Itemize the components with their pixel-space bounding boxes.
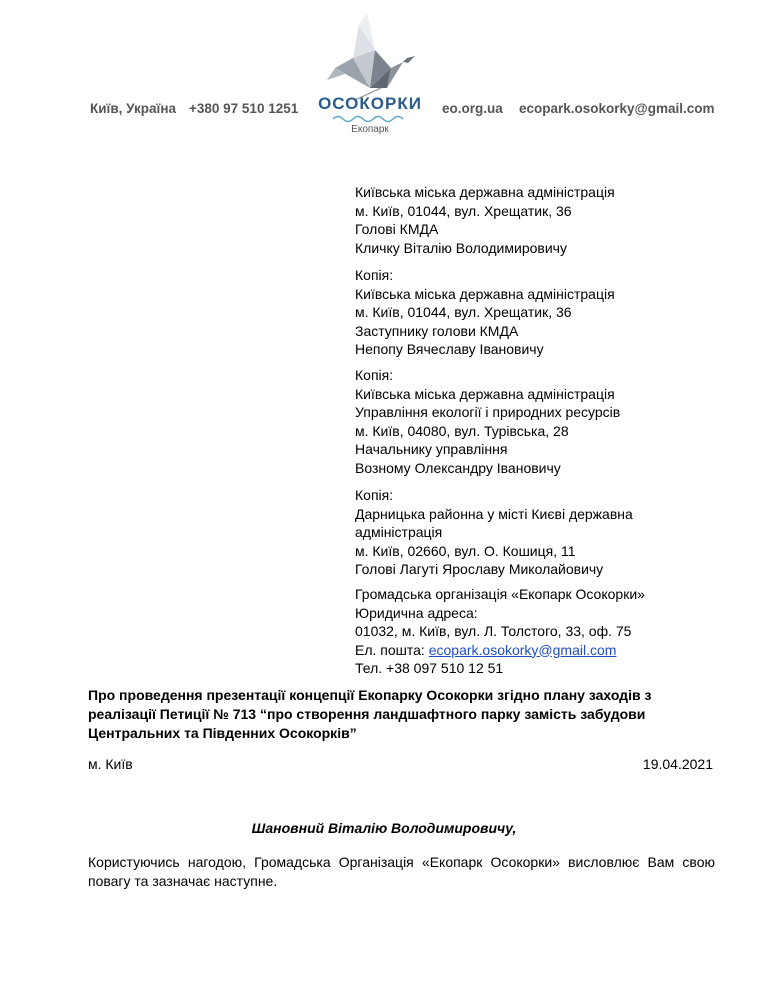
address-line: Управління екології і природних ресурсів bbox=[355, 404, 621, 420]
letter-date: 19.04.2021 bbox=[642, 756, 713, 772]
header-email[interactable]: ecopark.osokorky@gmail.com bbox=[519, 101, 715, 116]
header-phone: +380 97 510 1251 bbox=[189, 101, 299, 116]
logo-subtitle: Екопарк bbox=[351, 124, 389, 135]
recipient-block-3 bbox=[355, 366, 620, 477]
address-line: Копія: bbox=[355, 367, 394, 383]
sender-email-link[interactable]: ecopark.osokorky@gmail.com bbox=[428, 641, 617, 658]
osokorky-logo bbox=[315, 10, 425, 135]
wave-icon bbox=[315, 114, 425, 124]
address-line: Копія: bbox=[355, 267, 394, 283]
address-line: Голові КМДА bbox=[355, 221, 439, 237]
logo-name: ОСОКОРКИ bbox=[318, 94, 422, 113]
address-line: Київська міська державна адміністрація bbox=[355, 385, 615, 402]
address-line: м. Київ, 02660, вул. О. Кошиця, 11 bbox=[355, 542, 576, 559]
recipient-block-4 bbox=[355, 486, 633, 579]
address-line: Возному Олександру Івановичу bbox=[355, 459, 561, 476]
recipient-block-2 bbox=[355, 266, 615, 359]
sender-line: 01032, м. Київ, вул. Л. Толстого, 33, оф. 75 bbox=[355, 623, 632, 639]
address-line: Київська міська державна адміністрація bbox=[355, 184, 615, 200]
address-line: Київська міська державна адміністрація bbox=[355, 285, 615, 302]
address-line: Заступнику голови КМДА bbox=[355, 322, 519, 339]
sender-line: Юридична адреса: bbox=[355, 604, 478, 621]
letter-subject: Про проведення презентації концепції Екопарку Осокорки згідно плану заходів з реалізації Петиції № 713 “про створення ландшафтного парку замість забудови Центральних та Південних Осокорків” bbox=[88, 687, 652, 741]
header-website[interactable]: eo.org.ua bbox=[442, 101, 503, 116]
address-line: Копія: bbox=[355, 487, 394, 503]
header-location: Київ, Україна bbox=[90, 101, 176, 116]
letter-greeting: Шановний Віталію Володимировичу, bbox=[251, 820, 517, 836]
address-line: Начальнику управління bbox=[355, 441, 508, 457]
sender-phone: Тел. +38 097 510 12 51 bbox=[355, 660, 504, 676]
sender-email-line bbox=[355, 641, 645, 660]
recipient-block-1 bbox=[355, 183, 615, 257]
address-line: м. Київ, 01044, вул. Хрещатик, 36 bbox=[355, 202, 572, 219]
sender-block bbox=[355, 585, 645, 678]
address-line: Непопу Вячеславу Івановичу bbox=[355, 341, 544, 357]
address-line: Дарницька районна у місті Києві державна bbox=[355, 505, 633, 522]
email-label: Ел. пошта: bbox=[355, 641, 429, 658]
address-line: Голові Лагуті Ярославу Миколайовичу bbox=[355, 561, 604, 577]
address-line: м. Київ, 01044, вул. Хрещатик, 36 bbox=[355, 304, 572, 320]
sender-line: Громадська організація «Екопарк Осокорки» bbox=[355, 586, 645, 602]
address-line: Кличку Віталію Володимировичу bbox=[355, 239, 567, 256]
letterhead bbox=[0, 0, 768, 140]
letter-city: м. Київ bbox=[88, 756, 133, 772]
address-line: м. Київ, 04080, вул. Турівська, 28 bbox=[355, 422, 569, 439]
letter-body: Користуючись нагодою, Громадська Організація «Екопарк Осокорки» висловлює Вам свою повагу та зазначає наступне. bbox=[88, 854, 715, 889]
address-line: адміністрація bbox=[355, 524, 443, 540]
